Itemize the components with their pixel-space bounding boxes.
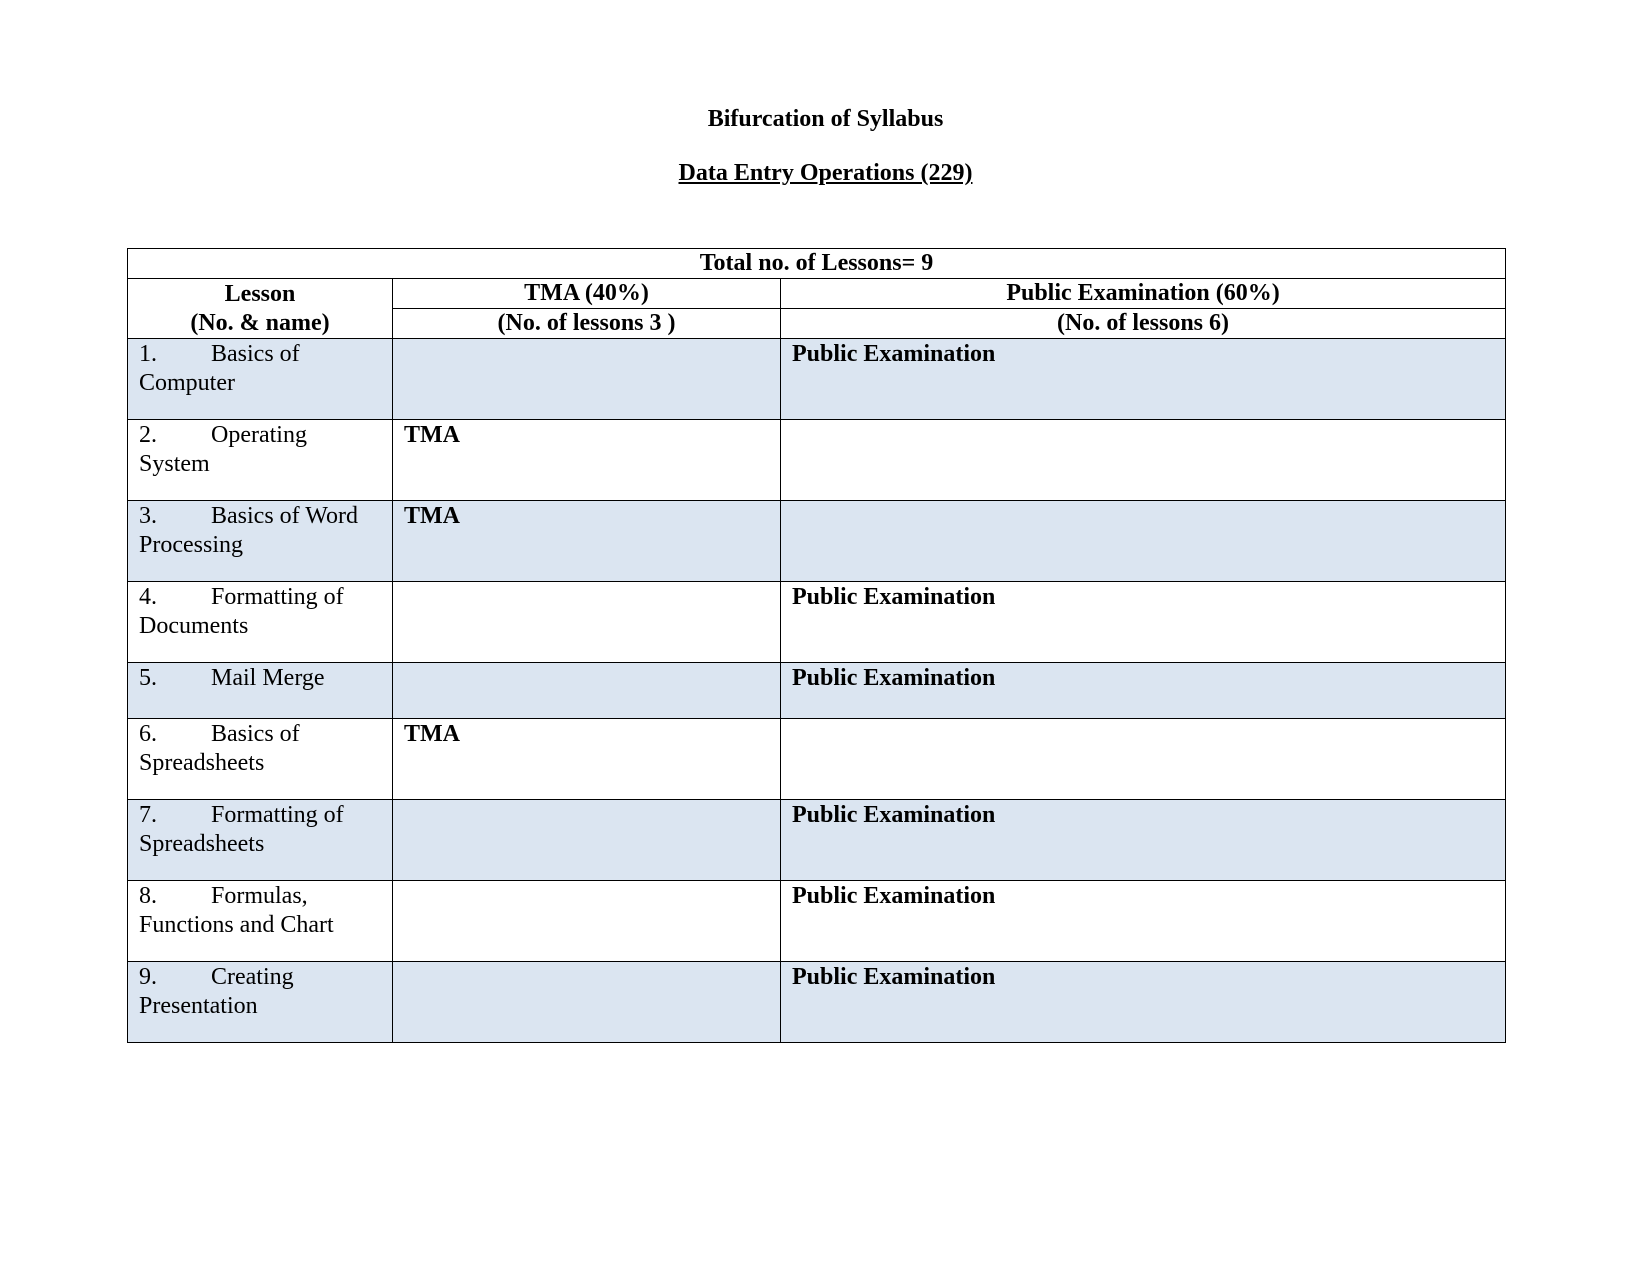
lesson-name-line2: Computer: [139, 370, 235, 396]
table-row: [128, 420, 1506, 501]
public-exam-cell: [781, 420, 1506, 501]
public-exam-cell: Public Examination: [781, 800, 1506, 881]
lesson-name-line1: [139, 421, 381, 450]
lesson-name-line1: [139, 664, 381, 693]
lesson-number: 7.: [139, 802, 157, 828]
total-lessons-cell: Total no. of Lessons= 9: [128, 249, 1506, 279]
lesson-name-line2: Functions and Chart: [139, 912, 334, 938]
lesson-number: 3.: [139, 503, 157, 529]
public-exam-cell: Public Examination: [781, 339, 1506, 420]
lesson-name: Mail Merge: [211, 665, 325, 691]
lesson-name-cell: [128, 663, 393, 719]
lesson-name-line2: Documents: [139, 613, 249, 639]
lesson-name-line2: Spreadsheets: [139, 750, 265, 776]
tma-cell: [393, 582, 781, 663]
table-row: [128, 962, 1506, 1043]
public-exam-cell: Public Examination: [781, 582, 1506, 663]
tma-cell: TMA: [393, 420, 781, 501]
lesson-name-line1: [139, 720, 381, 749]
tma-cell: [393, 962, 781, 1043]
total-row: [128, 249, 1506, 279]
lesson-name-cell: [128, 800, 393, 881]
tma-cell: [393, 339, 781, 420]
public-exam-cell: [781, 501, 1506, 582]
lesson-number: 9.: [139, 964, 157, 990]
table-row: [128, 881, 1506, 962]
syllabus-table: [127, 248, 1506, 1043]
table-row: [128, 501, 1506, 582]
lesson-number: 6.: [139, 721, 157, 747]
lesson-name-line2: Processing: [139, 532, 243, 558]
lesson-name-cell: [128, 962, 393, 1043]
lesson-name-line2: Spreadsheets: [139, 831, 265, 857]
lesson-name-line2: Presentation: [139, 993, 258, 1019]
public-exam-cell: Public Examination: [781, 881, 1506, 962]
lesson-number: 2.: [139, 422, 157, 448]
lesson-name-cell: [128, 420, 393, 501]
public-exam-cell: [781, 719, 1506, 800]
lesson-name-line1: [139, 801, 381, 830]
lesson-name: Basics of Word: [211, 503, 358, 529]
lesson-name: Basics of: [211, 341, 300, 367]
page-title: Bifurcation of Syllabus: [707, 106, 944, 132]
lesson-name-cell: [128, 719, 393, 800]
lesson-name-line2: System: [139, 451, 210, 477]
lesson-name: Formatting of: [211, 584, 344, 610]
lesson-name-cell: [128, 881, 393, 962]
header-row: [128, 279, 1506, 309]
lesson-name-cell: [128, 582, 393, 663]
public-exam-cell: Public Examination: [781, 663, 1506, 719]
lesson-rows: [128, 339, 1506, 1043]
tma-lesson-count: (No. of lessons 3 ): [393, 309, 781, 339]
page-subtitle: Data Entry Operations (229): [678, 160, 973, 186]
tma-cell: [393, 663, 781, 719]
public-lesson-count: (No. of lessons 6): [781, 309, 1506, 339]
tma-column-header: TMA (40%): [393, 279, 781, 309]
lesson-name: Operating: [211, 422, 307, 448]
lesson-number: 8.: [139, 883, 157, 909]
tma-cell: [393, 800, 781, 881]
lesson-number: 4.: [139, 584, 157, 610]
public-column-header: Public Examination (60%): [781, 279, 1506, 309]
table-row: [128, 800, 1506, 881]
lesson-name-line1: [139, 583, 381, 612]
tma-cell: [393, 881, 781, 962]
table-row: [128, 582, 1506, 663]
public-exam-cell: Public Examination: [781, 962, 1506, 1043]
lesson-column-header: [128, 279, 393, 339]
table-row: [128, 663, 1506, 719]
tma-cell: TMA: [393, 719, 781, 800]
lesson-name-line1: [139, 502, 381, 531]
lesson-name-line1: [139, 340, 381, 369]
lesson-name: Formulas,: [211, 883, 308, 909]
lesson-number: 5.: [139, 665, 157, 691]
table-row: [128, 719, 1506, 800]
lesson-name-cell: [128, 339, 393, 420]
lesson-name: Formatting of: [211, 802, 344, 828]
lesson-name: Basics of: [211, 721, 300, 747]
lesson-name-cell: [128, 501, 393, 582]
lesson-header-line1: Lesson: [224, 280, 296, 307]
lesson-number: 1.: [139, 341, 157, 367]
lesson-name-line1: [139, 963, 381, 992]
tma-cell: TMA: [393, 501, 781, 582]
lesson-name-line1: [139, 882, 381, 911]
lesson-name: Creating: [211, 964, 294, 990]
lesson-header-line2: (No. & name): [190, 309, 330, 336]
table-row: [128, 339, 1506, 420]
